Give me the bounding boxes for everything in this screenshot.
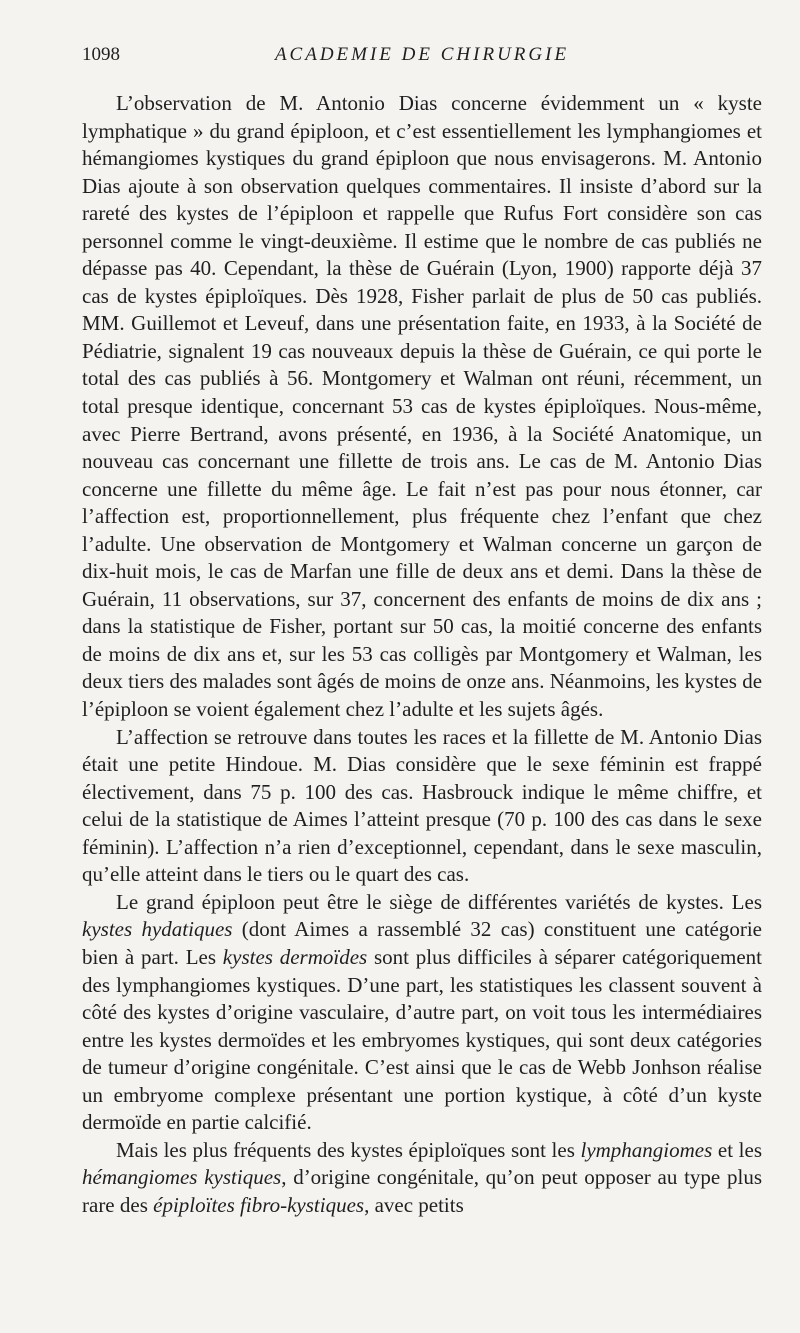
paragraph-2 [82, 724, 762, 889]
page-number: 1098 [82, 44, 120, 65]
body-text [82, 90, 762, 1219]
paragraph-4 [82, 1137, 762, 1220]
text-run: sont plus difficiles à séparer catégoriquement des lymphangiomes kystiques. D’une part, les statistiques les classent souvent à côté des kystes d’origine vasculaire, d’autre part, on voit tous les intermédiaires entre les kystes dermoïdes et les embryomes kystiques, qui sont deux catégories de tumeur d’origine congénitale. C’est ainsi que le cas de Webb Jonhson réalise un embryome complexe présentant une portion kystique, à côté d’un kyste dermoïde en partie calcifié. [82, 944, 762, 1135]
text-run: , d’origine congénitale, qu’on peut opposer au type plus rare des [82, 1165, 762, 1217]
paragraph-3 [82, 889, 762, 1137]
italic-term: hémangiomes kystiques [82, 1165, 282, 1190]
text-run: , avec petits [364, 1192, 464, 1217]
text-run: (dont Aimes a rassemblé 32 cas) constituent une catégorie bien à part. Les [82, 917, 763, 969]
page-header [82, 44, 762, 74]
italic-term: kystes hydatiques [82, 917, 233, 942]
text-run: Mais les plus fréquents des kystes épiploïques sont les [116, 1137, 581, 1162]
text-run: L’observation de M. Antonio Dias concerne évidemment un « kyste lymphatique » du grand épiploon, et c’est essentiellement les lymphangiomes et hémangiomes kystiques du grand épiploon que nous envisagerons. M. Antonio Dias ajoute à son observation quelques commentaires. Il insiste d’abord sur la rareté des kystes de l’épiploon et rappelle que Rufus Fort considère son cas personnel comme le vingt-deuxième. Il estime que le nombre de cas publiés ne dépasse pas 40. Cependant, la thèse de Guérain (Lyon, 1900) rapporte déjà 37 cas de kystes épiploïques. Dès 1928, Fisher parlait de plus de 50 cas publiés. MM. Guillemot et Leveuf, dans une présentation faite, en 1933, à la Société de Pédiatrie, signalent 19 cas nouveaux depuis la thèse de Guérain, ce qui porte le total des cas publiés à 56. Montgomery et Walman ont réuni, récemment, un total presque identique, concernant 53 cas de kystes épiploïques. Nous-même, avec Pierre Bertrand, avons présenté, en 1936, à la Société Anatomique, un nouveau cas concernant une fillette de trois ans. Le cas de M. Antonio Dias concerne une fillette du même âge. Le fait n’est pas pour nous étonner, car l’affection est, proportionnellement, plus fréquente chez l’enfant que chez l’adulte. Une observation de Montgomery et Walman concerne un garçon de dix-huit mois, le cas de Marfan une fille de deux ans et demi. Dans la thèse de Guérain, 11 observations, sur 37, concernent des enfants de moins de dix ans ; dans la statistique de Fisher, portant sur 50 cas, la moitié concerne des enfants de moins de dix ans et, sur les 53 cas colligès par Montgomery et Walman, les deux tiers des malades sont âgés de moins de onze ans. Néanmoins, les kystes de l’épiploon se voient également chez l’adulte et les sujets âgés. [82, 91, 763, 722]
paragraph-1 [82, 90, 762, 724]
text-run: Le grand épiploon peut être le siège de différentes variétés de kystes. Les [116, 889, 762, 914]
running-head: ACADEMIE DE CHIRURGIE [274, 44, 570, 65]
italic-term: lymphangiomes [580, 1137, 713, 1162]
italic-term: épiploïtes fibro-kystiques [153, 1192, 365, 1217]
italic-term: kystes dermoïdes [222, 944, 368, 969]
text-run: et les [712, 1137, 762, 1162]
text-run: L’affection se retrouve dans toutes les races et la fillette de M. Antonio Dias était une petite Hindoue. M. Dias considère que le sexe féminin est frappé électivement, dans 75 p. 100 des cas. Hasbrouck indique le même chiffre, et celui de la statistique de Aimes l’atteint presque (70 p. 100 des cas dans le sexe féminin). L’affection n’a rien d’exceptionnel, cependant, dans le sexe masculin, qu’elle atteint dans le tiers ou le quart des cas. [82, 724, 762, 887]
